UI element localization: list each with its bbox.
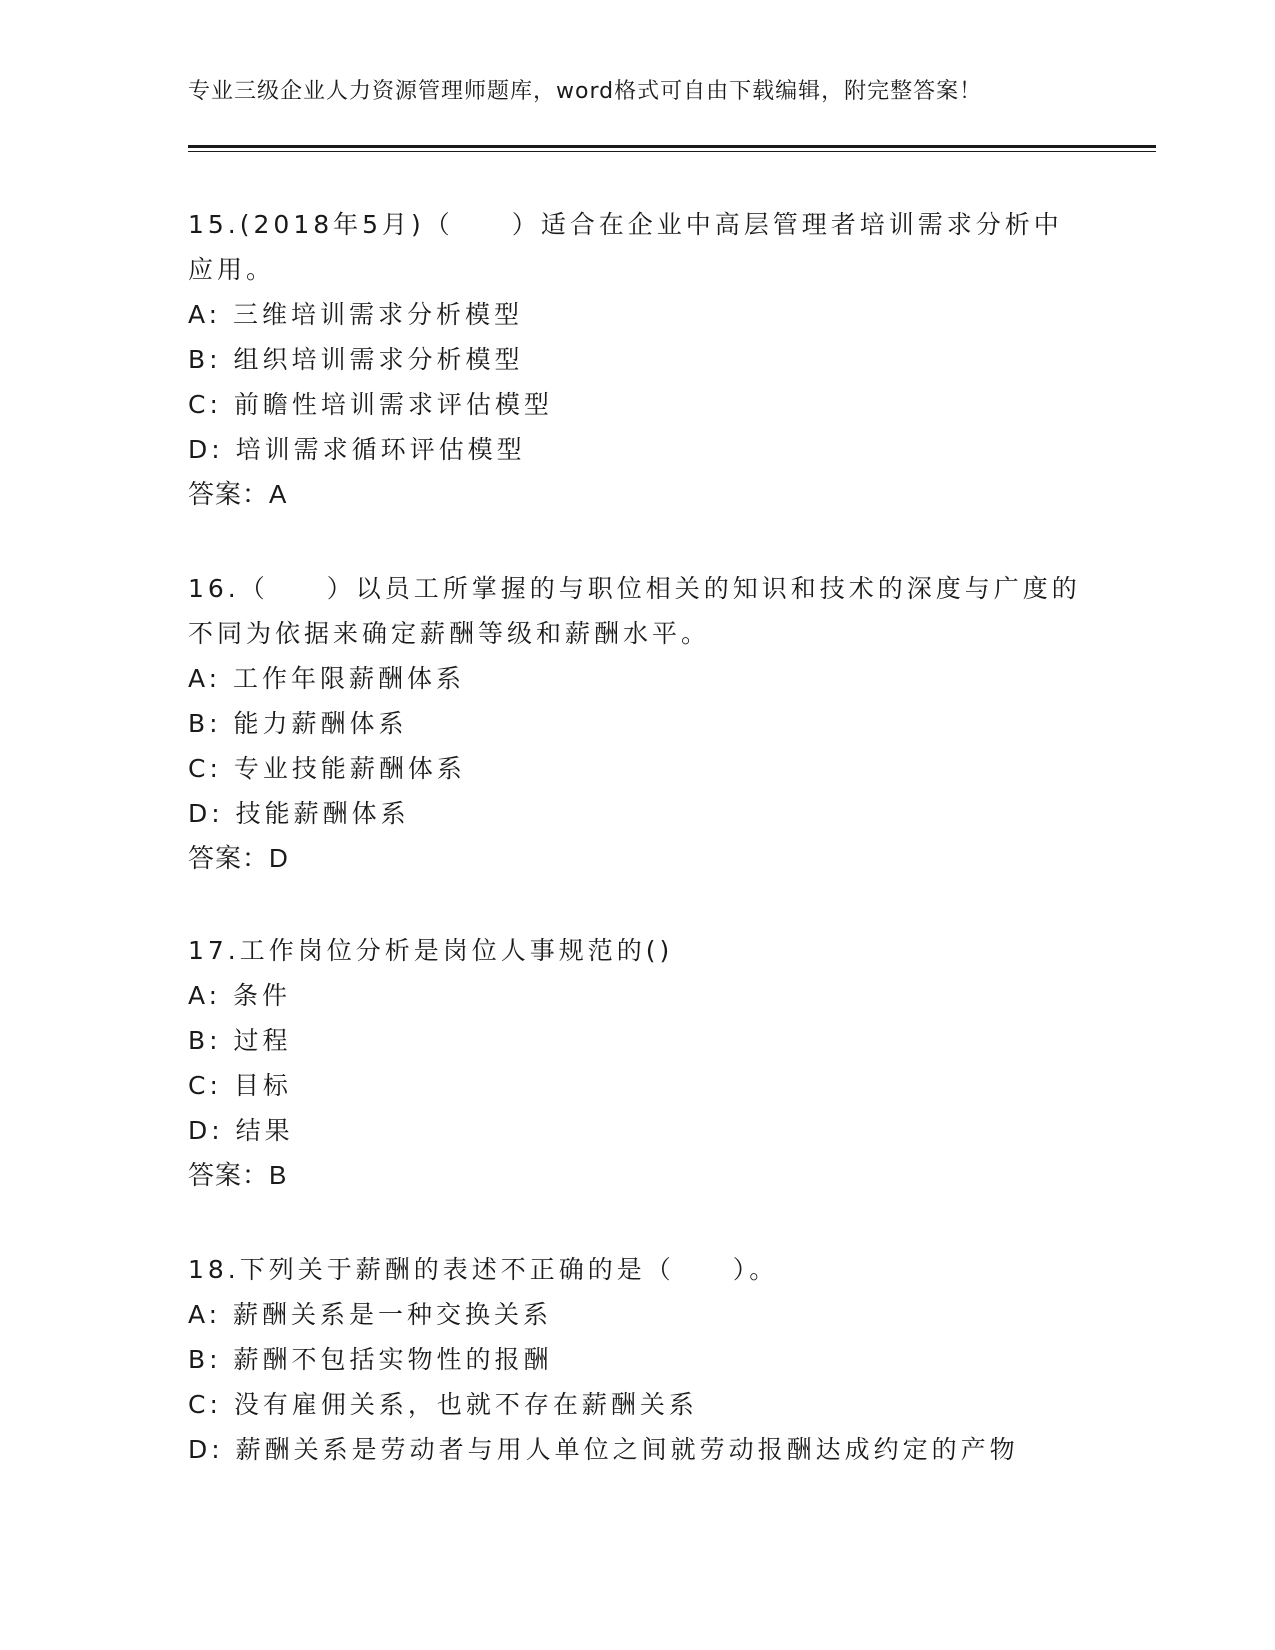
option-a: A: 条件 bbox=[188, 981, 292, 1010]
option-c: C: 专业技能薪酬体系 bbox=[188, 754, 466, 783]
question-stem: 18.下列关于薪酬的表述不正确的是（ ）。 bbox=[188, 1255, 779, 1284]
option-b: B: 过程 bbox=[188, 1026, 292, 1055]
option-d: D: 培训需求循环评估模型 bbox=[188, 435, 526, 464]
answer: 答案：A bbox=[188, 479, 288, 509]
page-header: 专业三级企业人力资源管理师题库，word格式可自由下载编辑，附完整答案！ bbox=[188, 79, 983, 104]
question-stem: 15.(2018年5月)（ ）适合在企业中高层管理者培训需求分析中应用。 bbox=[188, 210, 1063, 284]
option-d: D: 薪酬关系是劳动者与用人单位之间就劳动报酬达成约定的产物 bbox=[188, 1435, 1019, 1464]
question-15 bbox=[188, 202, 1088, 517]
answer: 答案：D bbox=[188, 843, 289, 873]
option-d: D: 技能薪酬体系 bbox=[188, 799, 410, 828]
option-d: D: 结果 bbox=[188, 1116, 294, 1145]
question-18 bbox=[188, 1247, 1088, 1472]
question-stem: 17.工作岗位分析是岗位人事规范的() bbox=[188, 936, 674, 965]
option-c: C: 没有雇佣关系，也就不存在薪酬关系 bbox=[188, 1390, 698, 1419]
option-a: A: 三维培训需求分析模型 bbox=[188, 300, 524, 329]
question-stem: 16.（ ）以员工所掌握的与职位相关的知识和技术的深度与广度的不同为依据来确定薪酬等级和薪酬水平。 bbox=[188, 574, 1081, 648]
option-b: B: 能力薪酬体系 bbox=[188, 709, 408, 738]
question-16 bbox=[188, 566, 1088, 881]
header-divider bbox=[188, 145, 1156, 152]
option-b: B: 组织培训需求分析模型 bbox=[188, 345, 524, 374]
option-a: A: 薪酬关系是一种交换关系 bbox=[188, 1300, 553, 1329]
question-17 bbox=[188, 928, 1088, 1198]
option-c: C: 前瞻性培训需求评估模型 bbox=[188, 390, 553, 419]
option-a: A: 工作年限薪酬体系 bbox=[188, 664, 466, 693]
option-c: C: 目标 bbox=[188, 1071, 292, 1100]
answer: 答案：B bbox=[188, 1160, 288, 1190]
option-b: B: 薪酬不包括实物性的报酬 bbox=[188, 1345, 553, 1374]
